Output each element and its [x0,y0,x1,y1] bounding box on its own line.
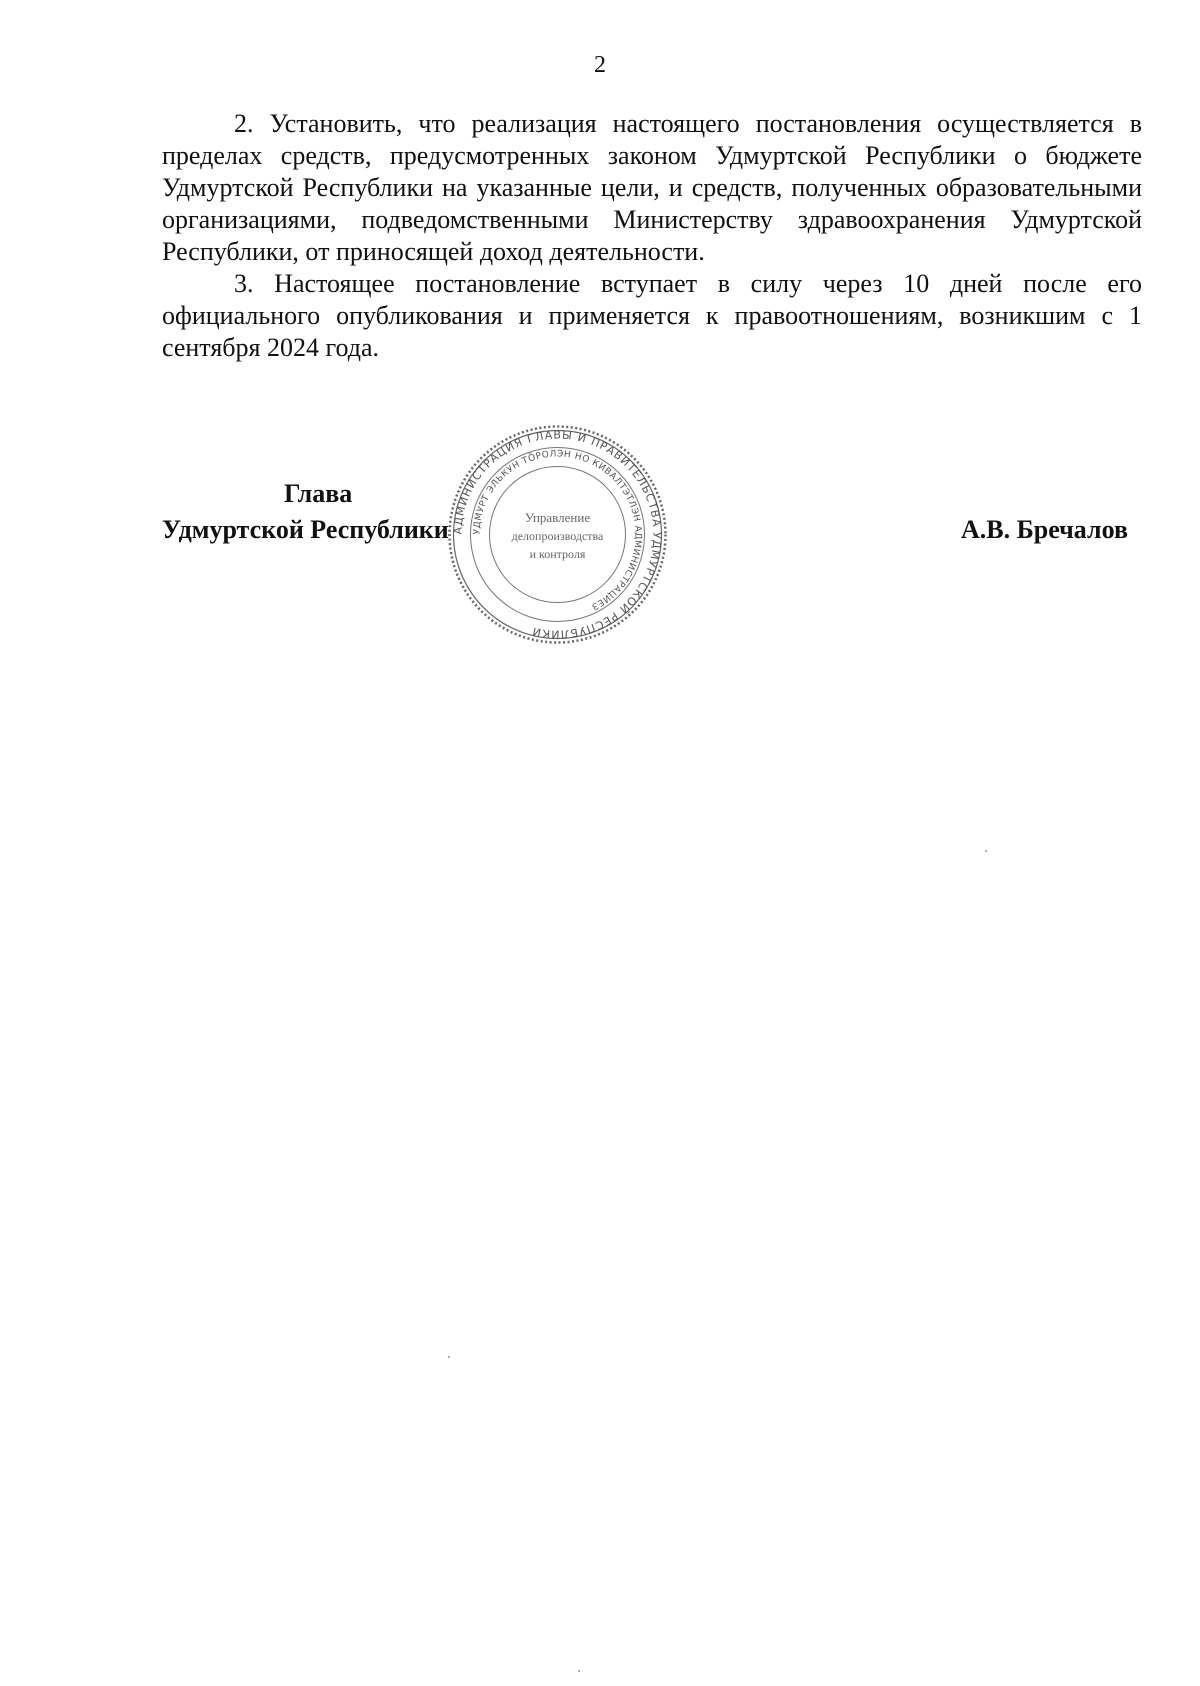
official-seal [445,422,670,647]
document-body [162,108,1142,364]
paragraph-2: 2. Установить, что реализация настоящего постановления осуществляется в пределах средств, предусмотренных законом Удмуртской Республики о бюджете Удмуртской Республики на указанные цели, и средств, полученных образовательными организациями, подведомственными Министерству здравоохранения Удмуртской Республики, от приносящей доход деятельности. [162,109,1142,266]
scan-speck [985,850,987,852]
scan-speck [578,1670,580,1672]
seal-inner-text: УДМУРТ ЭЛЬКУН ТӦРОЛЭН НО КИВАЛТЭТЛЭН АДМИНИСТРАЦИЕЗ [472,449,643,612]
scan-speck [448,1356,450,1358]
seal-center-line1: Управление [524,510,591,525]
signatory-name: А.В. Бречалов [960,515,1128,544]
paragraph-3: 3. Настоящее постановление вступает в силу через 10 дней после его официального опубликования и применяется к правоотношениям, возникшим с 1 сентября 2024 года. [162,269,1142,362]
signatory-title [162,476,449,548]
signatory-title-line1: Глава [284,479,353,508]
signatory-title-line2: Удмуртской Республики [162,515,449,544]
seal-center-line3: и контроля [529,547,586,561]
page-number: 2 [594,52,606,78]
seal-outer-text: АДМИНИСТРАЦИЯ ГЛАВЫ И ПРАВИТЕЛЬСТВА УДМУРТСКОЙ РЕСПУБЛИКИ [451,428,664,641]
seal-center-line2: делопроизводства [511,529,604,543]
